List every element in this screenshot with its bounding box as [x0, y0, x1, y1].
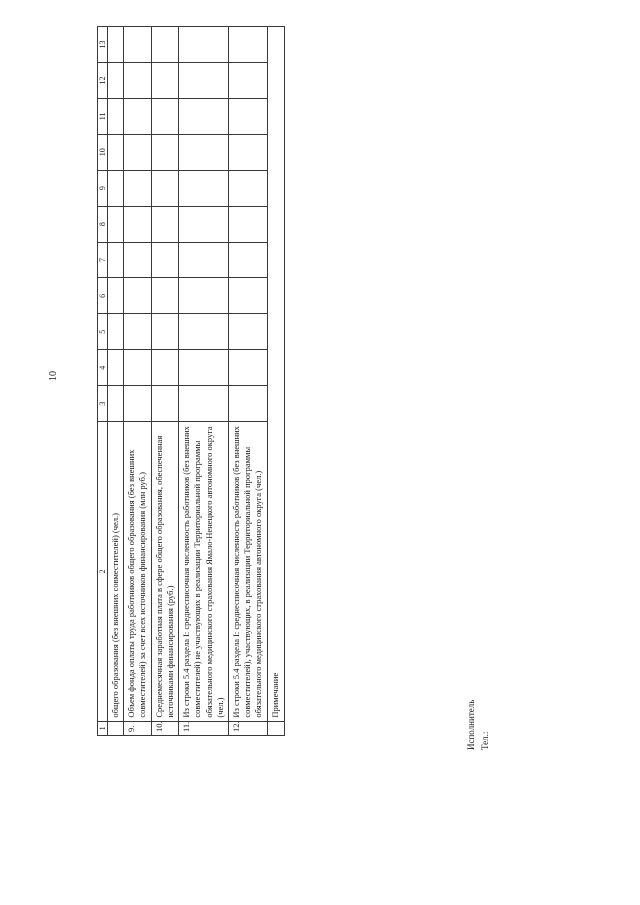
- value-cell[interactable]: [228, 62, 267, 98]
- value-cell[interactable]: [151, 170, 178, 206]
- table-row: [124, 27, 151, 736]
- value-cell[interactable]: [228, 278, 267, 314]
- column-number: 12: [98, 62, 108, 98]
- value-cell[interactable]: [179, 170, 229, 206]
- column-number: 10: [98, 134, 108, 170]
- column-number: 1: [98, 721, 108, 735]
- row-indicator-text: общего образования (без внешних совместителей) (чел.): [108, 422, 124, 722]
- value-cell[interactable]: [124, 206, 151, 242]
- value-cell[interactable]: [151, 27, 178, 63]
- value-cell[interactable]: [151, 134, 178, 170]
- value-cell[interactable]: [151, 350, 178, 386]
- row-indicator-text: Из строки 5.4 раздела I: среднесписочная численность работников (без внешних совместителей), участвующих, в реализации Территориальной программы обязательного медицинского страхования автономного округа (чел.): [228, 422, 267, 722]
- value-cell[interactable]: [228, 206, 267, 242]
- value-cell[interactable]: [108, 350, 124, 386]
- value-cell[interactable]: [108, 170, 124, 206]
- executor-label: Исполнитель: [466, 699, 476, 750]
- value-cell[interactable]: [228, 242, 267, 278]
- value-cell[interactable]: [228, 314, 267, 350]
- note-label: Примечание: [267, 27, 284, 722]
- column-number: 5: [98, 314, 108, 350]
- value-cell[interactable]: [179, 242, 229, 278]
- value-cell[interactable]: [124, 98, 151, 134]
- column-number: 11: [98, 98, 108, 134]
- column-number: 4: [98, 350, 108, 386]
- row-indicator-text: Среднемесячная заработная плата в сфере общего образования, обеспеченная источниками финансирования (руб.): [151, 422, 178, 722]
- value-cell[interactable]: [179, 206, 229, 242]
- table-row: [108, 27, 124, 736]
- row-number: 11.: [179, 721, 229, 735]
- report-table: [97, 26, 285, 736]
- column-number-row: [98, 27, 108, 736]
- value-cell[interactable]: [228, 350, 267, 386]
- signature-block: [464, 700, 492, 750]
- value-cell[interactable]: [124, 386, 151, 422]
- column-number: 8: [98, 206, 108, 242]
- value-cell[interactable]: [124, 278, 151, 314]
- phone-label: Тел.:: [480, 731, 490, 750]
- note-number-cell: [267, 721, 284, 735]
- value-cell[interactable]: [179, 278, 229, 314]
- value-cell[interactable]: [108, 242, 124, 278]
- value-cell[interactable]: [179, 98, 229, 134]
- table-row: [151, 27, 178, 736]
- row-number: 10.: [151, 721, 178, 735]
- value-cell[interactable]: [108, 27, 124, 63]
- value-cell[interactable]: [124, 27, 151, 63]
- value-cell[interactable]: [124, 350, 151, 386]
- table-row: [228, 27, 267, 736]
- column-number: 7: [98, 242, 108, 278]
- page-number: 10: [48, 371, 59, 381]
- value-cell[interactable]: [151, 278, 178, 314]
- value-cell[interactable]: [108, 134, 124, 170]
- value-cell[interactable]: [124, 170, 151, 206]
- note-row: [267, 27, 284, 736]
- row-number: [108, 721, 124, 735]
- value-cell[interactable]: [151, 206, 178, 242]
- column-number: 9: [98, 170, 108, 206]
- column-number: 3: [98, 386, 108, 422]
- value-cell[interactable]: [151, 98, 178, 134]
- value-cell[interactable]: [228, 27, 267, 63]
- value-cell[interactable]: [108, 314, 124, 350]
- value-cell[interactable]: [228, 98, 267, 134]
- value-cell[interactable]: [228, 134, 267, 170]
- value-cell[interactable]: [151, 314, 178, 350]
- value-cell[interactable]: [108, 278, 124, 314]
- value-cell[interactable]: [124, 314, 151, 350]
- value-cell[interactable]: [151, 62, 178, 98]
- value-cell[interactable]: [108, 386, 124, 422]
- value-cell[interactable]: [179, 27, 229, 63]
- rotated-table-container: [97, 26, 447, 736]
- value-cell[interactable]: [179, 134, 229, 170]
- row-number: 12.: [228, 721, 267, 735]
- value-cell[interactable]: [124, 242, 151, 278]
- value-cell[interactable]: [108, 98, 124, 134]
- value-cell[interactable]: [228, 170, 267, 206]
- column-number: 13: [98, 27, 108, 63]
- value-cell[interactable]: [228, 386, 267, 422]
- value-cell[interactable]: [151, 386, 178, 422]
- column-number: 6: [98, 278, 108, 314]
- column-number: 2: [98, 422, 108, 722]
- value-cell[interactable]: [179, 386, 229, 422]
- row-indicator-text: Из строки 5.4 раздела I: среднесписочная численность работников (без внешних совместителей) не участвующих в реализации Территориальной программы обязательного медицинского страхования Ямало-Ненецкого автономного округа (чел.): [179, 422, 229, 722]
- value-cell[interactable]: [124, 62, 151, 98]
- value-cell[interactable]: [179, 62, 229, 98]
- row-indicator-text: Объем фонда оплаты труда работников общего образования (без внешних совместителей) за счет всех источников финансирования (млн руб.): [124, 422, 151, 722]
- value-cell[interactable]: [151, 242, 178, 278]
- value-cell[interactable]: [108, 206, 124, 242]
- value-cell[interactable]: [179, 350, 229, 386]
- table-row: [179, 27, 229, 736]
- value-cell[interactable]: [179, 314, 229, 350]
- value-cell[interactable]: [124, 134, 151, 170]
- value-cell[interactable]: [108, 62, 124, 98]
- row-number: 9.: [124, 721, 151, 735]
